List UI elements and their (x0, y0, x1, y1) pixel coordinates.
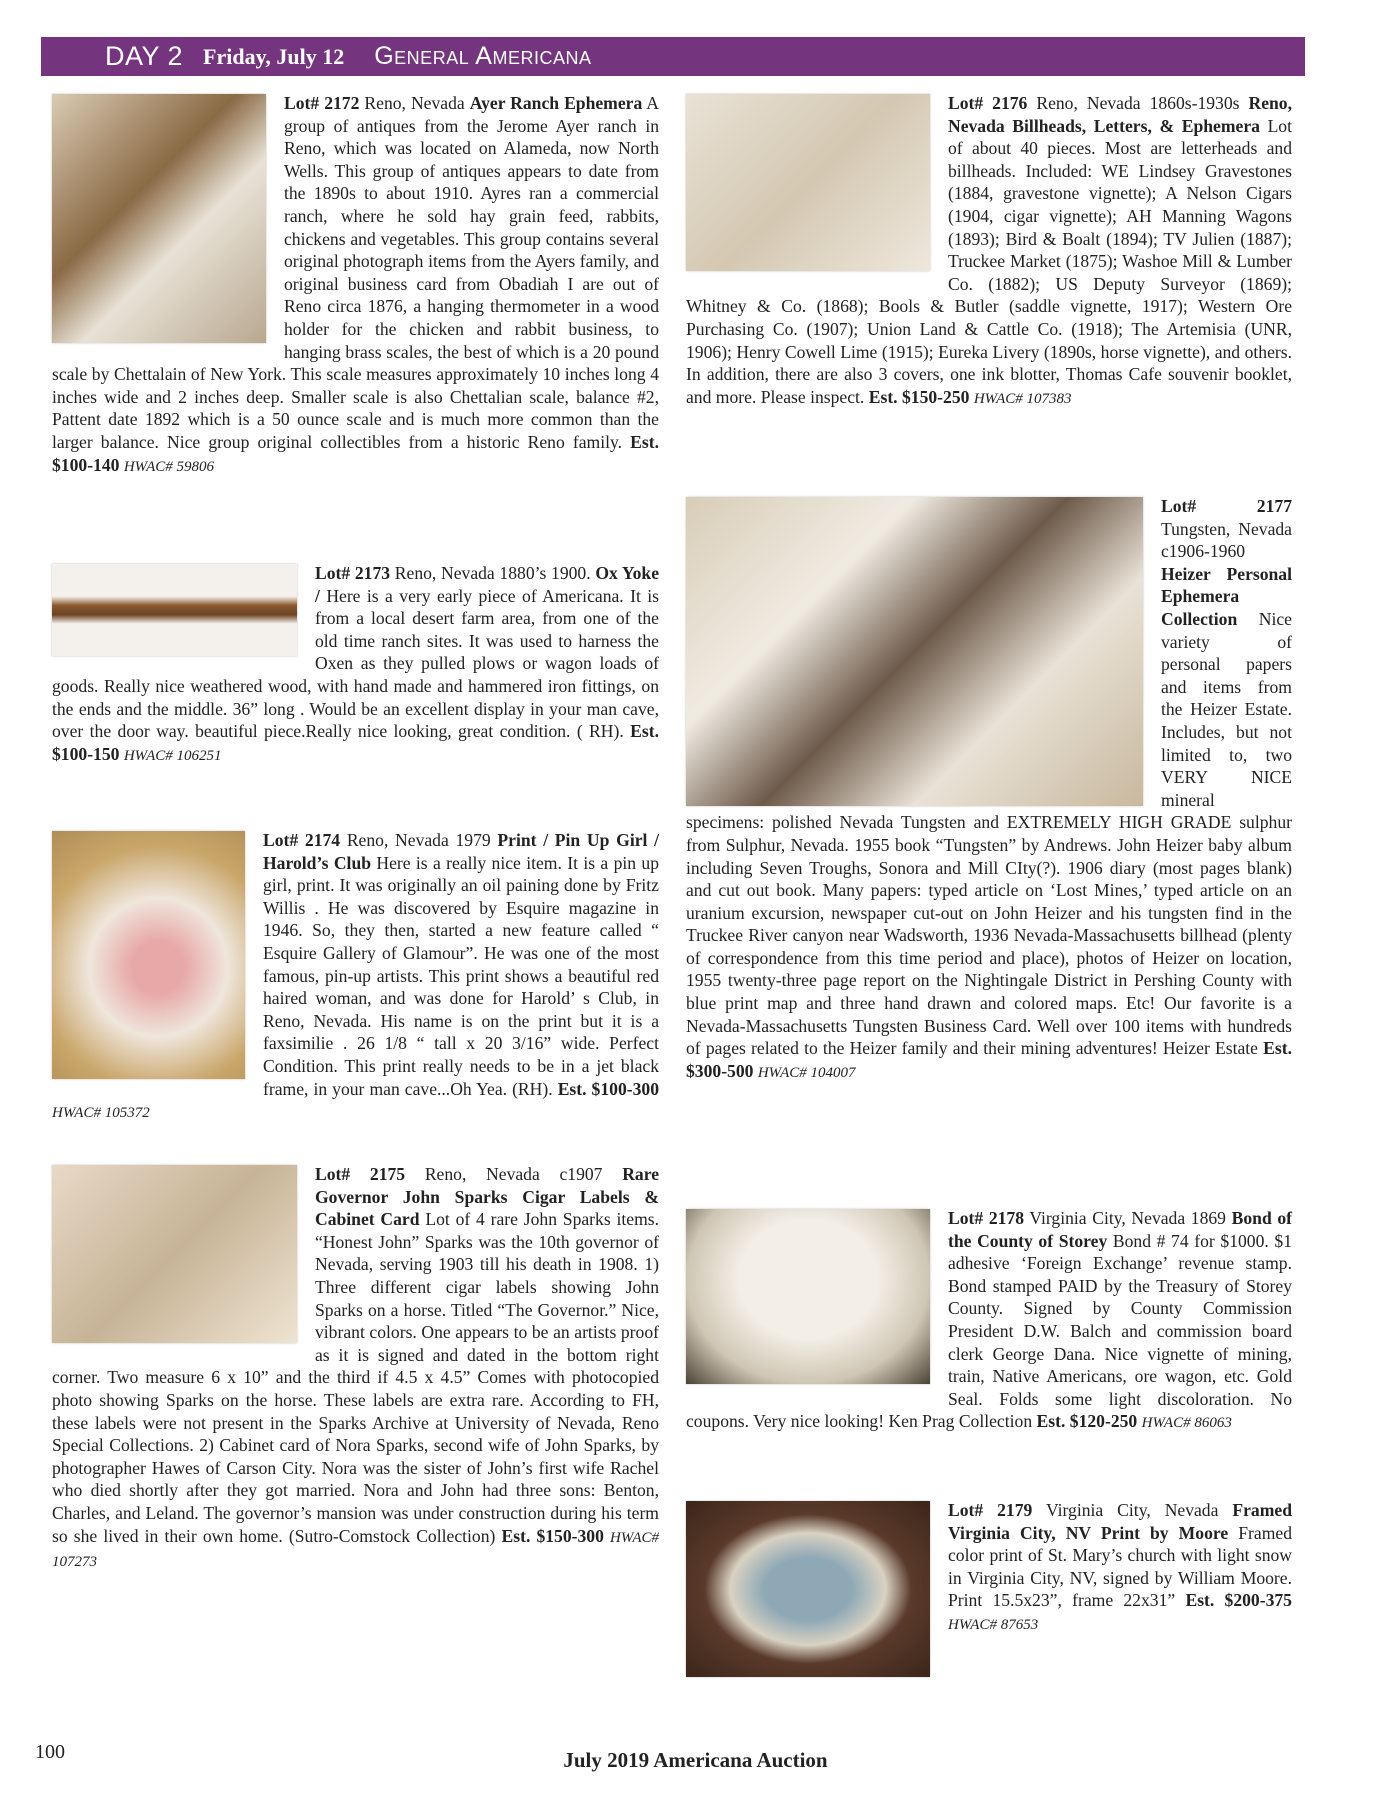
lot-title: Ox Yoke / (315, 563, 660, 606)
lot-estimate: Est. $100-150 (52, 721, 659, 764)
lot-location: Tungsten, Nevada c1906-1960 (1161, 518, 1292, 562)
lot-number: Lot# 2179 (948, 1500, 1033, 1520)
lot-number: Lot# 2175 (315, 1164, 406, 1184)
lot-photo (686, 94, 930, 271)
lot-hwac: HWAC# 59806 (123, 458, 215, 475)
lot-estimate: Est. $100-300 (557, 1078, 659, 1099)
lot-hwac: HWAC# 104007 (757, 1064, 856, 1081)
lot-hwac: HWAC# 105372 (52, 1105, 150, 1122)
lot-entry (52, 829, 659, 1125)
lot-location: Reno, Nevada 1880’s 1900. (394, 563, 591, 583)
lot-location: Reno, Nevada (364, 93, 465, 113)
category-label: General Americana (374, 42, 592, 70)
lot-photo (52, 564, 297, 656)
lot-hwac: HWAC# 87653 (948, 1616, 1039, 1633)
lot-estimate: Est. $150-300 (501, 1525, 604, 1546)
lot-title: Reno, Nevada Billheads, Letters, & Ephemera (948, 93, 1292, 136)
lot-title: Framed Virginia City, NV Print by Moore (948, 1500, 1292, 1543)
lot-hwac: HWAC# 107383 (973, 390, 1072, 407)
lot-description: Nice variety of personal papers and items from the Heizer Estate. Includes, but not limited to, two VERY NICE mineral specimens: polished Nevada Tungsten and EXTREMELY HIGH GRADE sulphur from Sulphur, Nevada. 1955 book “Tungsten” by Andrews. John Heizer baby album including Seven Troughs, Sonora and Mill CIty(?). 1906 diary (most pages blank) and cut out book. Many papers: typed article on ‘Lost Mines,’ typed article on an uranium excursion, newspaper cut-out on John Heizer and his tungsten find in the Truckee River canyon near Wadsworth, 1936 Nevada-Massachusetts billhead (plenty of correspondence from this time period and place), photos of Heizer on location, 1955 twenty-three page report on the Nightingale District in Pershing County with blue print map and three hand drawn and colored maps. Etc! Our favorite is a Nevada-Massachusetts Tungsten Business Card. Well over 100 items with hundreds of pages related to the Heizer family and their mining adventures! Heizer Estate (686, 608, 1292, 1059)
lot-entry (52, 1163, 659, 1574)
lot-title: Rare Governor John Sparks Cigar Labels & Cabinet Card (315, 1164, 660, 1230)
lot-number: Lot# 2172 (284, 93, 360, 113)
lot-description: Lot of about 40 pieces. Most are letterheads and billheads. Included: WE Lindsey Gravestones (1884, gravestone vignette); A Nelson Cigars (1904, cigar vignette); AH Manning Wagons (1893); Bird & Boalt (1894); TV Julien (1887); Truckee Market (1875); Washoe Mill & Lumber Co. (1882); US Deputy Surveyor (1869); Whitney & Co. (1868); Bools & Butler (saddle vignette, 1917); Western Ore Purchasing Co. (1907); Union Land & Cattle Co. (1918); The Artemisia (UNR, 1906); Henry Cowell Lime (1915); Eureka Livery (1890s, horse vignette), and others. In addition, there are also 3 covers, one ink blotter, Thomas Cafe souvenir booklet, and more. Please inspect. (686, 115, 1292, 407)
lot-title: Ayer Ranch Ephemera (469, 93, 643, 113)
lot-photo (686, 497, 1143, 806)
lot-photo (686, 1501, 930, 1677)
lot-photo (52, 94, 266, 343)
lot-location: Reno, Nevada 1860s-1930s (1036, 93, 1240, 113)
lot-description: Bond # 74 for $1000. $1 adhesive ‘Foreign Exchange’ revenue stamp. Bond stamped PAID by the Treasury of Storey County. Signed by County Commission President D.W. Balch and commission board clerk George Dana. Nice vignette of mining, train, Native Americans, ore wagon, etc. Gold Seal. Folds some light discoloration. No coupons. Very nice looking! Ken Prag Collection (686, 1230, 1292, 1432)
lot-hwac: HWAC# 106251 (123, 747, 222, 764)
lot-description: Here is a really nice item. It is a pin up girl, print. It was originally an oil paining done by Fritz Willis . He was discovered by Esquire magazine in 1946. So, they then, started a new feature called “ Esquire Gallery of Glamour”. He was one of the most famous, pin-up artists. This print shows a beautiful red haired woman, and was done for Harold’ s Club, in Reno, Nevada. His name is on the print but it is a faxsimilie . 26 1/8 “ tall x 20 3/16” wide. Perfect Condition. This print really needs to be in a jet black frame, in your man cave...Oh Yea. (RH). (263, 852, 659, 1099)
lot-entry (686, 1499, 1292, 1681)
lot-entry (686, 1207, 1292, 1435)
lot-number: Lot# 2178 (948, 1208, 1025, 1228)
lot-photo (52, 1165, 297, 1343)
lot-entry (52, 92, 659, 478)
lot-number: Lot# 2174 (263, 830, 341, 850)
lot-estimate: Est. $100-140 (52, 431, 659, 475)
lot-description: Lot of 4 rare John Sparks items. “Honest John” Sparks was the 10th governor of Nevada, serving 1903 till his death in 1908. 1) Three different cigar labels showing John Sparks on a horse. Titled “The Governor.” Nice, vibrant colors. One appears to be an artists proof as it is signed and dated in the bottom right corner. Two measure 6 x 10” and the third if 4.5 x 4.5” Comes with photocopied photo showing Sparks on the horse. These labels are extra rare. According to FH, these labels were not present in the Sparks Archive at University of Nevada, Reno Special Collections. 2) Cabinet card of Nora Sparks, second wife of John Sparks, by photographer Hawes of Carson City. Nora was the sister of John’s first wife Rachel who died shortly after they got married. Nora and John had three sons: Benton, Charles, and Leland. The governor’s mansion was under construction during his term so she lived in their own home. (Sutro-Comstock Collection) (52, 1209, 660, 1546)
lot-description: A group of antiques from the Jerome Ayer ranch in Reno, which was located on Alameda, now North Wells. This group of antiques appears to date from the 1890s to about 1910. Ayres ran a commercial ranch, where he sold hay grain feed, rabbits, chickens and vegetables. This group contains several original photograph items from the Ayers family, and original business card from Obadiah I are out of Reno circa 1876, a hanging thermometer in a wood holder for the chicken and rabbit business, to hanging brass scales, the best of which is a 20 pound scale by Chettalain of New York. This scale measures approximately 10 inches long 4 inches wide and 2 inches deep. Smaller scale is also Chettalian scale, balance #2, Pattent date 1892 which is a 50 ounce scale and is much more common than the larger balance. Nice group original collectibles from a historic Reno family. (52, 93, 660, 452)
lot-photo (686, 1209, 930, 1384)
lot-description: Here is a very early piece of Americana. It is from a local desert farm area, from one of the old time ranch sites. It was used to harness the Oxen as they pulled plows or wagon loads of goods. Really nice weathered wood, with hand made and hammered iron fittings, on the ends and the middle. 36” long . Would be an excellent display in your man cave, over the door way. beautiful piece.Really nice looking, great condition. ( RH). (52, 585, 659, 742)
lot-description: Framed color print of St. Mary’s church with light snow in Virginia City, NV, signed by William Moore. Print 15.5x23”, frame 22x31” (948, 1522, 1292, 1611)
lot-estimate: Est. $120-250 (1036, 1411, 1138, 1432)
lot-number: Lot# 2173 (315, 563, 391, 583)
lot-entry (686, 495, 1292, 1084)
lot-location: Reno, Nevada 1979 (346, 830, 491, 850)
lot-number: Lot# 2176 (948, 93, 1028, 113)
lot-estimate: Est. $200-375 (1185, 1590, 1292, 1611)
date-label: Friday, July 12 (203, 43, 345, 69)
page-number: 100 (35, 1741, 65, 1763)
lot-title: Heizer Personal Ephemera Collection (1161, 563, 1292, 629)
lot-location: Virginia City, Nevada (1045, 1500, 1219, 1520)
day-label: DAY 2 (105, 41, 184, 71)
footer-title: July 2019 Americana Auction (563, 1748, 828, 1772)
lot-hwac: HWAC# 86063 (1141, 1415, 1232, 1432)
lot-location: Reno, Nevada c1907 (424, 1164, 603, 1184)
lot-entry (686, 92, 1292, 410)
lot-number: Lot# 2177 (1161, 496, 1292, 516)
lot-title: Print / Pin Up Girl / Harold’s Club (263, 830, 659, 873)
lot-title: Bond of the County of Storey (948, 1208, 1293, 1251)
lot-hwac: HWAC# 107273 (52, 1529, 659, 1571)
lot-photo (52, 831, 245, 1079)
lot-estimate: Est. $300-500 (686, 1038, 1292, 1081)
lot-entry (52, 562, 659, 767)
lot-estimate: Est. $150-250 (868, 386, 970, 407)
section-header-bar (41, 37, 1305, 76)
lot-location: Virginia City, Nevada 1869 (1029, 1208, 1226, 1228)
